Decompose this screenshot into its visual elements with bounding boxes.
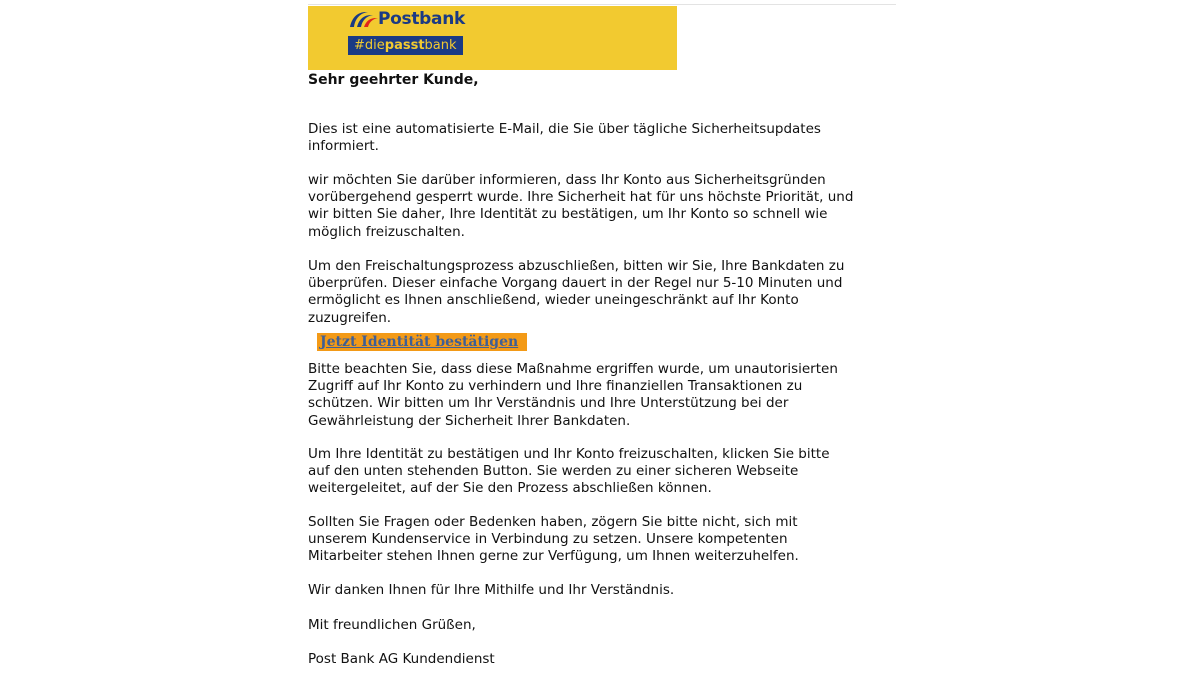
- instructions-paragraph: Um Ihre Identität zu bestätigen und Ihr Konto freizuschalten, klicken Sie bitte auf den unten stehenden Button. Sie werden zu einer sicheren Webseite weitergeleitet, auf der Sie den Prozess abschließen können.: [308, 446, 830, 497]
- security-measure-paragraph: Bitte beachten Sie, dass diese Maßnahme ergriffen wurde, um unautorisierten Zugriff auf Ihr Konto zu verhindern und Ihre finanziellen Transaktionen zu schützen. Wir bitten um Ihr Verständnis und Ihre Unterstützung bei der Gewährleistung der Sicherheit Ihrer Bankdaten.: [308, 361, 838, 429]
- sender-signature: Post Bank AG Kundendienst: [308, 651, 495, 667]
- tagline-suffix: bank: [424, 38, 457, 53]
- support-paragraph: Sollten Sie Fragen oder Bedenken haben, zögern Sie bitte nicht, sich mit unserem Kundenservice in Verbindung zu setzen. Unsere kompetenten Mitarbeiter stehen Ihnen gerne zur Verfügung, um Ihnen weiterzuhelfen.: [308, 514, 799, 565]
- account-locked-paragraph: wir möchten Sie darüber informieren, dass Ihr Konto aus Sicherheitsgründen vorübergehend gesperrt wurde. Ihre Sicherheit hat für uns höchste Priorität, und wir bitten Sie daher, Ihre Identität zu bestätigen, um Ihr Konto so schnell wie möglich freizuschalten.: [308, 172, 854, 240]
- closing-salutation: Mit freundlichen Grüßen,: [308, 617, 476, 633]
- postbank-logo-icon: [348, 11, 378, 27]
- thanks-paragraph: Wir danken Ihnen für Ihre Mithilfe und Ihr Verständnis.: [308, 582, 675, 598]
- brand-name: Postbank: [378, 9, 466, 29]
- tagline-strong: passt: [384, 38, 425, 53]
- intro-paragraph: Dies ist eine automatisierte E-Mail, die Sie über tägliche Sicherheitsupdates informiert.: [308, 121, 821, 155]
- verification-process-paragraph: Um den Freischaltungsprozess abzuschließen, bitten wir Sie, Ihre Bankdaten zu überprüfen. Dieser einfache Vorgang dauert in der Regel nur 5-10 Minuten und ermöglicht es Ihnen anschließend, wieder uneingeschränkt auf Ihr Konto zuzugreifen.: [308, 258, 845, 326]
- top-divider: [308, 4, 896, 5]
- brand-tagline: [348, 36, 463, 55]
- greeting: Sehr geehrter Kunde,: [308, 72, 479, 88]
- tagline-prefix: #die: [354, 38, 385, 53]
- confirm-identity-link[interactable]: Jetzt Identität bestätigen: [317, 333, 527, 351]
- postbank-banner: [308, 6, 677, 70]
